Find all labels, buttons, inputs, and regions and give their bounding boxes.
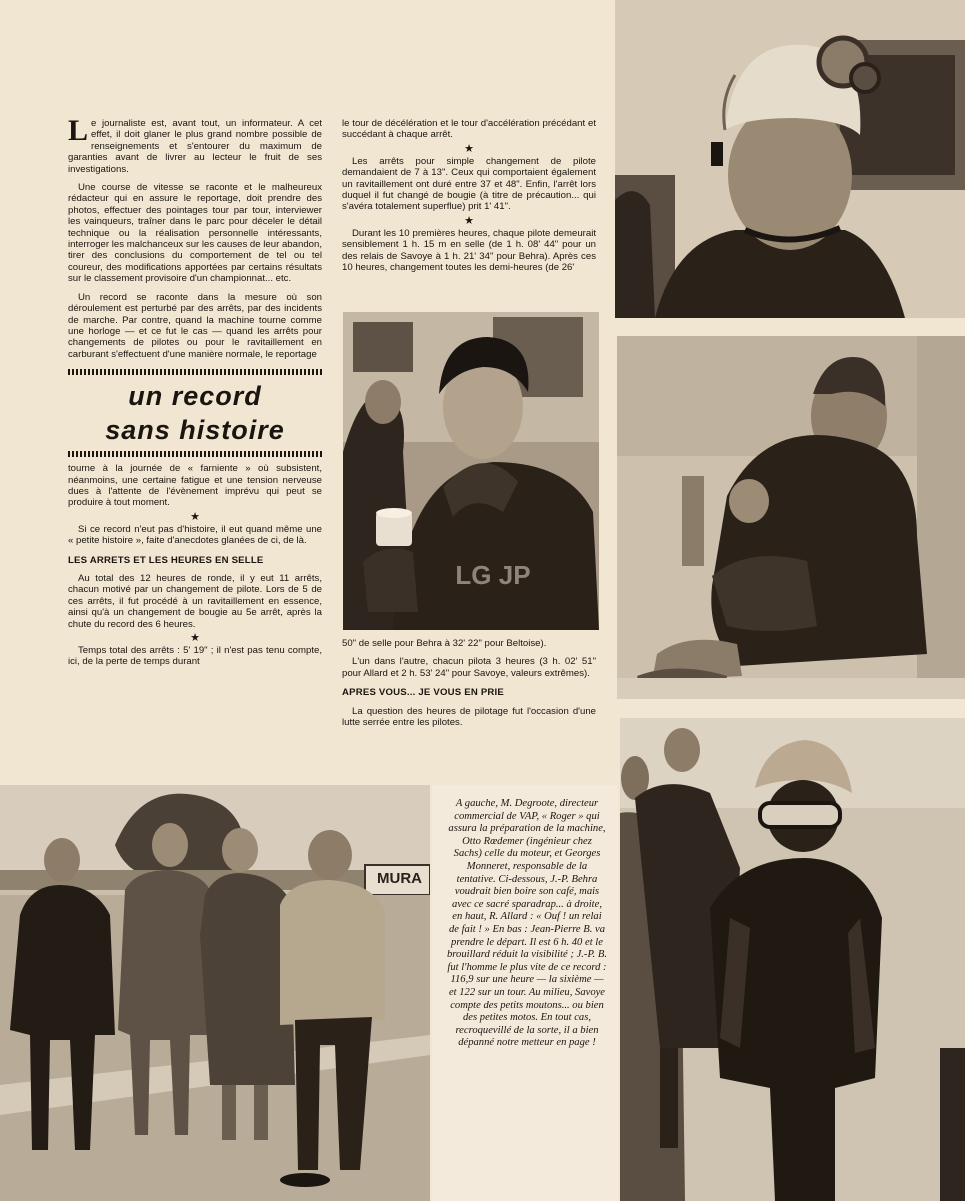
photo-group-standing	[0, 785, 430, 1201]
paragraph-13: La question des heures de pilotage fut l'occasion d'une lutte serrée entre les pilotes.	[342, 705, 596, 729]
text-column-left	[68, 114, 322, 675]
title-rule-bottom	[68, 451, 322, 457]
photo-allard-helmet	[615, 0, 965, 318]
photo-behra-start	[620, 718, 965, 1201]
text-column-middle-top	[342, 118, 596, 280]
photo-caption: A gauche, M. Degroote, directeur commercial de VAP, « Roger » qui assura la préparation de la machine, Otto Rœdemer (ingénieur chez Sachs) celle du moteur, et Georges Monneret, responsable de la tentative. Ci-dessous, J.-P. Behra voudrait bien boire son café, mais avec ce sacré sparadrap... à droite, en haut, R. Allard : « Ouf ! un relai de fait ! » En bas : Jean-Pierre B. va prendre le départ. Il est 6 h. 40 et le brouillard réduit la visibilité ; J.-P. B. fut l'homme le plus vite de ce record : 116,9 sur une heure — la sixième — et 122 sur un tour. Au milieu, Savoye compte des petits moutons... ou bien des petites motos. En tout cas, recroquevillé de la sorte, il a bien dépanné notre metteur en page !	[447, 798, 607, 1049]
track-sign: MURA	[377, 870, 422, 887]
paragraph-2: Une course de vitesse se raconte et le malheureux rédacteur qui en assure le reportage, doit prendre des photos, effectuer des pointages tour par tour, interviewer les vainqueurs, traîner dans le parc pour déceler le détail technique ou la réalisation personnelle intéressants, interroger les malchanceux sur les causes de leur abandon, tirer des conclusions du comportement de tel ou tel coureur, des modifications apportées par certains résultats sur le classement provisoire d'un championnat... etc.	[68, 182, 322, 285]
star-separator-2: ★	[190, 632, 200, 644]
paragraph-9: Les arrêts pour simple changement de pilote demandaient de 7 à 13". Ceux qui comportaient également un ravitaillement ont duré entre 37 et 48". Enfin, l'arrêt lors duquel il fut changé de bougie (à titre de précaution... qui s'avéra totalement superflue) prit 1' 41".	[342, 155, 596, 213]
star-separator-3: ★	[464, 142, 474, 155]
title-line-2: sans histoire	[105, 415, 285, 446]
article-title	[68, 379, 322, 447]
paragraph-5: Si ce record n'eut pas d'histoire, il eut quand même une « petite histoire », faite d'anecdotes glanées de ci, de là.	[68, 523, 322, 547]
intro-paragraph: Le journaliste est, avant tout, un informateur. A cet effet, il doit glaner le plus grand nombre possible de renseignements et s'entourer du maximum de garanties avant de livrer au lecteur le fruit de ses investigations.	[68, 114, 322, 175]
section-heading-arrets: LES ARRETS ET LES HEURES EN SELLE	[68, 554, 264, 566]
title-line-1: un record	[128, 381, 262, 412]
paragraph-4: tourne à la journée de « farniente » où subsistent, néanmoins, une certaine fatigue et une tension nerveuse dues à l'attente de l'évènement imprévu qui peut se produire à tout moment.	[68, 463, 322, 509]
paragraph-12: L'un dans l'autre, chacun pilota 3 heures (3 h. 02' 51" pour Allard et 2 h. 53' 24" pour Savoye, valeurs extrêmes).	[342, 656, 596, 679]
star-separator-1: ★	[190, 510, 200, 523]
paragraph-7: Temps total des arrêts : 5' 19" ; il n'est pas tenu compte, ici, de la perte de temps durant	[68, 645, 322, 668]
paragraph-10: Durant les 10 premières heures, chaque pilote demeurait sensiblement 1 h. 15 m en selle (de 1 h. 08' 44" pour un des relais de Savoye à 1 h. 21' 34" pour Behra). Après ces 10 heures, changement toutes les demi-heures (de 26'	[342, 227, 596, 274]
title-rule-top	[68, 369, 322, 375]
paragraph-3: Un record se raconte dans la mesure où son déroulement est perturbé par des arrêts, par des incidents de marche. Par contre, quand la machine tourne comme une horloge — et ce fut le cas — quand les arrêts pour changements de pilotes ou pour le ravitaillement en carburant s'effectuent d'une manière normale, le reportage	[68, 291, 322, 360]
section-heading-apres: APRES VOUS... JE VOUS EN PRIE	[342, 687, 505, 699]
drop-cap: L	[68, 114, 89, 147]
star-separator-4: ★	[464, 214, 474, 227]
paragraph-11: 50" de selle pour Behra à 32' 22" pour Beltoise).	[342, 638, 547, 649]
watermark-logo: LG JP	[455, 560, 531, 590]
photo-savoye-crouching	[617, 336, 965, 699]
paragraph-8: le tour de décélération et le tour d'accélération précédant et succédant à chaque arrêt.	[342, 118, 596, 141]
text-column-middle-bottom	[342, 638, 596, 735]
paragraph-6: Au total des 12 heures de ronde, il y eut 11 arrêts, chacun motivé par un changement de pilote. Lors de 5 de ces arrêts, il fut procédé à un ravitaillement en essence, ainsi qu'à un changement de bougie au 5e arrêt, après la chute du record des 6 heures.	[68, 572, 322, 630]
